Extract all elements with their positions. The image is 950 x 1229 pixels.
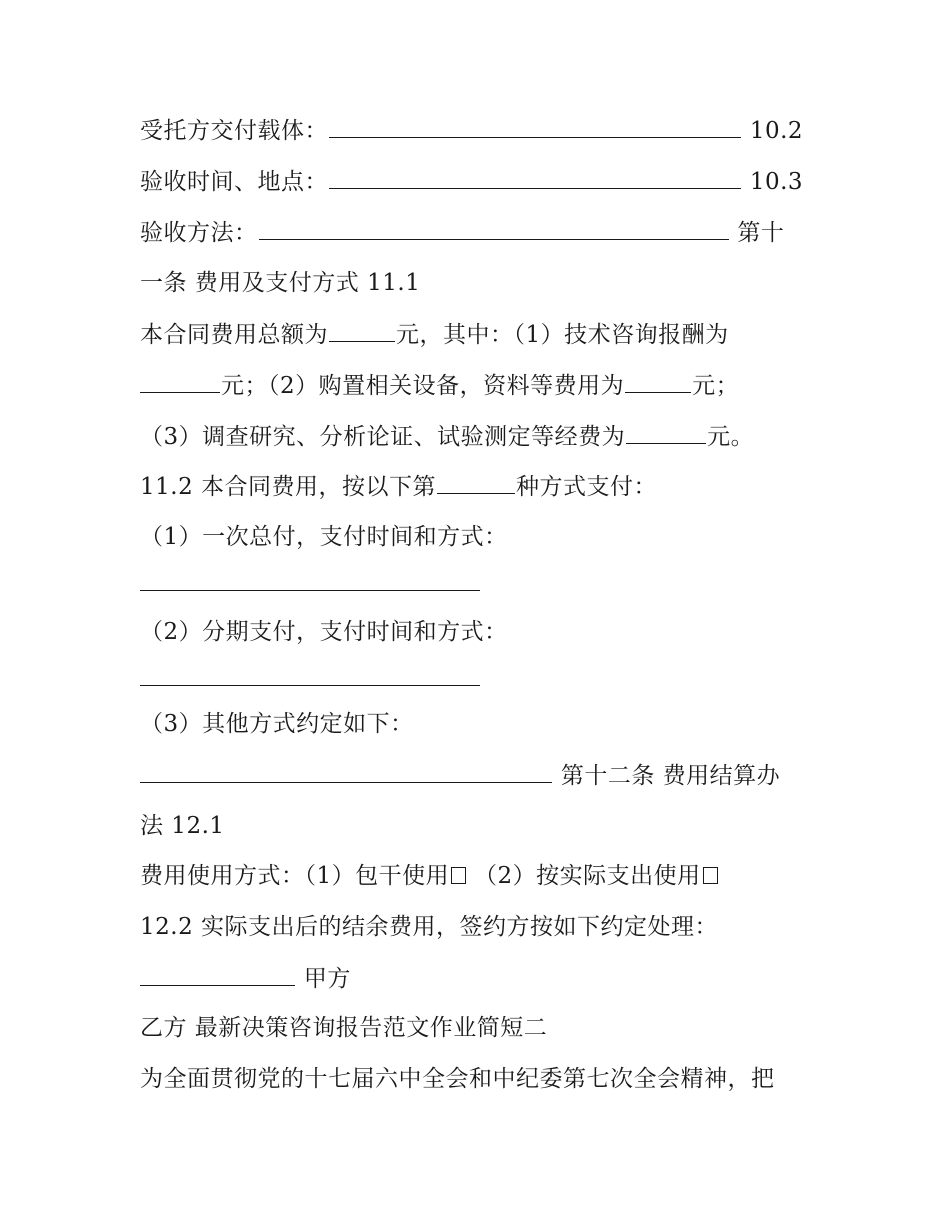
delivery-carrier-blank: [329, 115, 741, 138]
total-fee-line: [140, 319, 729, 350]
clause-ref-10-3: 10.3: [749, 169, 804, 195]
acceptance-time-label: 验收时间、地点：: [140, 169, 328, 195]
article-twelve-line: [140, 760, 780, 791]
fee-usage-lump-label: 费用使用方式：（1）包干使用: [140, 863, 450, 889]
article-eleven-start: 第十: [737, 220, 785, 246]
surplus-fee-line: 12.2 实际支出后的结余费用，签约方按如下约定处理：: [140, 914, 719, 940]
lump-sum-option: （1）一次总付，支付时间和方式：: [140, 524, 508, 550]
equipment-fee-unit: 元；: [692, 373, 740, 399]
other-method-option: （3）其他方式约定如下：: [140, 711, 414, 737]
payment-method-blank: [437, 471, 515, 494]
equipment-fee-label: 元；（2）购置相关设备，资料等费用为: [221, 373, 625, 399]
party-a-label: 甲方: [303, 966, 351, 992]
total-fee-blank: [329, 319, 395, 342]
lump-sum-blank: [140, 568, 480, 591]
acceptance-time-blank: [329, 166, 741, 189]
acceptance-method-line: [140, 217, 784, 248]
lump-sum-blank-line: [140, 568, 481, 599]
article-twelve-heading: 第十二条 费用结算办: [560, 763, 781, 789]
installment-blank: [140, 663, 480, 686]
acceptance-method-label: 验收方法：: [140, 220, 258, 246]
party-a-line: [140, 963, 351, 994]
delivery-carrier-line: [140, 115, 803, 146]
fee-usage-actual-label: （2）按实际支出使用: [473, 863, 701, 889]
fee-usage-line: [140, 861, 718, 891]
research-fee-line: [140, 421, 754, 452]
report-body-line: 为全面贯彻党的十七届六中全会和中纪委第七次全会精神，把: [140, 1066, 775, 1092]
party-b-title-line: 乙方 最新决策咨询报告范文作业简短二: [140, 1015, 548, 1041]
lump-usage-checkbox[interactable]: [451, 867, 466, 884]
payment-method-line: [140, 471, 657, 502]
article-twelve-heading-cont: 法 12.1: [140, 813, 225, 839]
fee-breakdown-line: [140, 370, 739, 401]
delivery-carrier-label: 受托方交付载体：: [140, 118, 328, 144]
actual-usage-checkbox[interactable]: [703, 867, 718, 884]
surplus-handling-blank: [140, 963, 295, 986]
clause-ref-10-2: 10.2: [749, 118, 804, 144]
equipment-fee-blank: [625, 370, 691, 393]
total-fee-label: 本合同费用总额为: [140, 322, 328, 348]
acceptance-method-blank: [259, 217, 729, 240]
payment-method-suffix: 种方式支付：: [516, 474, 658, 500]
payment-method-label: 11.2 本合同费用，按以下第: [140, 474, 437, 500]
article-eleven-heading: 一条 费用及支付方式 11.1: [140, 270, 421, 296]
installment-option: （2）分期支付，支付时间和方式：: [140, 619, 508, 645]
total-fee-detail: 元，其中：（1）技术咨询报酬为: [396, 322, 729, 348]
acceptance-time-line: [140, 166, 803, 197]
installment-blank-line: [140, 663, 481, 694]
research-fee-blank: [626, 421, 706, 444]
research-fee-unit: 元。: [707, 424, 755, 450]
research-fee-label: （3）调查研究、分析论证、试验测定等经费为: [140, 424, 626, 450]
other-method-blank: [140, 760, 552, 783]
consulting-fee-blank: [140, 370, 220, 393]
